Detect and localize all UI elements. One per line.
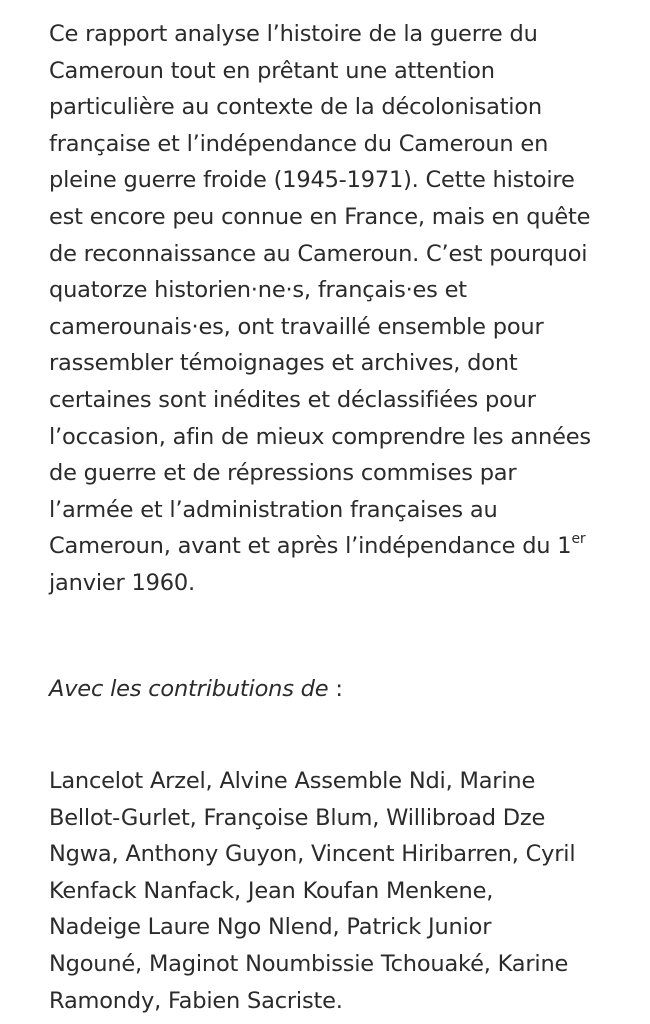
abstract-line: est encore peu connue en France, mais en quête (49, 203, 591, 230)
abstract-line: de reconnaissance au Cameroun. C’est pourquoi (49, 240, 588, 267)
abstract-line: quatorze historien·ne·s, français·es et (49, 277, 467, 304)
contributors-line: Bellot-Gurlet, Françoise Blum, Willibroad Dze (49, 804, 546, 831)
contributors-line: Ngouné, Maginot Noumbissie Tchouaké, Karine (49, 950, 569, 977)
abstract-line: française et l’indépendance du Cameroun en (49, 130, 549, 157)
abstract-line: janvier 1960. (49, 569, 195, 596)
abstract-line: pleine guerre froide (1945-1971). Cette histoire (49, 167, 575, 194)
abstract-line: certaines sont inédites et déclassifiées pour (49, 386, 536, 413)
document-page (49, 16, 639, 1014)
abstract-line: particulière au contexte de la décolonisation (49, 94, 542, 121)
contributors-list (49, 763, 575, 1019)
abstract-line: l’armée et l’administration françaises au (49, 496, 498, 523)
ordinal-superscript: er (571, 530, 586, 547)
abstract-line: de guerre et de répressions commises par (49, 460, 517, 487)
contributions-heading-colon: : (328, 676, 343, 702)
contributions-heading-text: Avec les contributions de (49, 676, 329, 702)
abstract-line: rassembler témoignages et archives, dont (49, 350, 518, 377)
abstract-line: Ce rapport analyse l’histoire de la guerre du (49, 21, 538, 47)
abstract-line (49, 528, 639, 565)
abstract-line: Cameroun tout en prêtant une attention (49, 57, 495, 84)
contributors-line: Ngwa, Anthony Guyon, Vincent Hiribarren, Cyril (49, 841, 576, 868)
abstract-paragraph (49, 16, 639, 602)
contributors-line: Ramondy, Fabien Sacriste. (49, 987, 343, 1014)
contributors-line: Lancelot Arzel, Alvine Assemble Ndi, Marine (49, 768, 536, 794)
contributions-heading (49, 676, 343, 702)
abstract-line-text: Cameroun, avant et après l’indépendance du 1 (49, 533, 572, 560)
contributors-line: Nadeige Laure Ngo Nlend, Patrick Junior (49, 914, 492, 941)
abstract-line: camerounais·es, ont travaillé ensemble pour (49, 313, 544, 340)
abstract-line: l’occasion, afin de mieux comprendre les années (49, 423, 591, 450)
contributors-line: Kenfack Nanfack, Jean Koufan Menkene, (49, 877, 494, 904)
